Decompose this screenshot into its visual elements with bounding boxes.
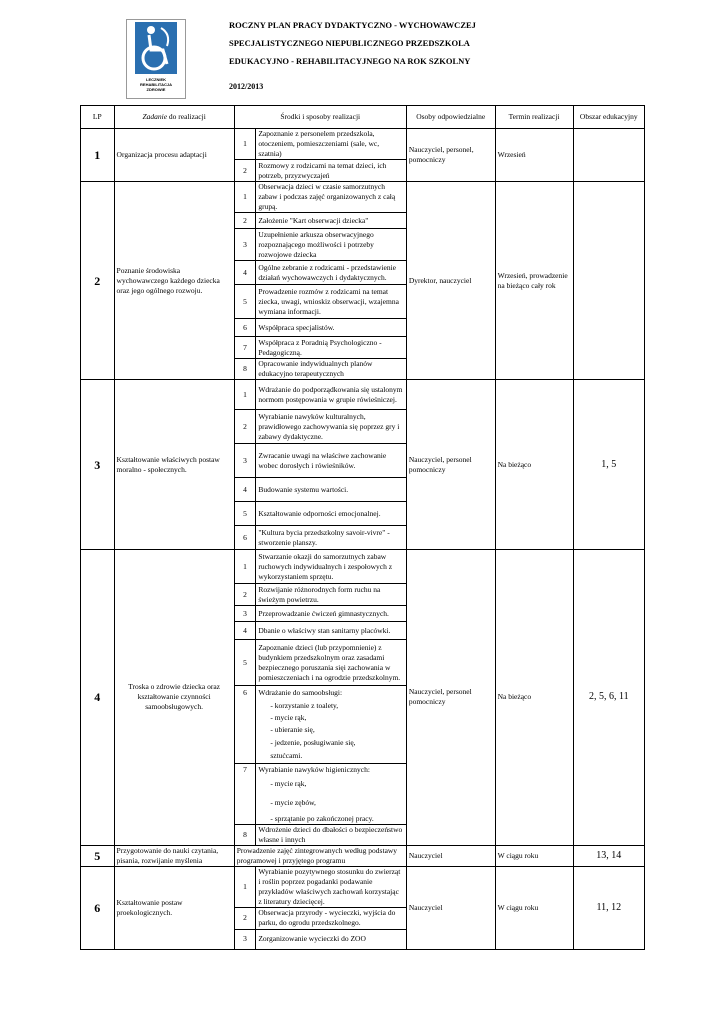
item-text: Współpraca specjalistów. (256, 319, 406, 337)
title-line-3: EDUKACYJNO - REHABILITACYJNEGO NA ROK SZKOLNY (229, 56, 471, 66)
item-number: 2 (234, 410, 256, 444)
title-line-2: SPECJALISTYCZNEGO NIEPUBLICZNEGO PRZEDSZKOLA (229, 38, 470, 48)
logo (126, 19, 186, 99)
row-osoby: Nauczyciel, personel pomocniczy (406, 550, 495, 846)
item-number: 4 (234, 261, 256, 285)
item-number: 4 (234, 478, 256, 502)
row-obszar: 1, 5 (573, 380, 644, 550)
item-text: Zorganizowanie wycieczki do ZOO (256, 929, 406, 949)
row-osoby: Nauczyciel, personel pomocniczy (406, 380, 495, 550)
table-row (81, 550, 645, 584)
item-text: Ogólne zebranie z rodzicami - przedstawienie działań wychowawczych i dydaktycznych. (256, 261, 406, 285)
table-row (81, 845, 645, 866)
item-text: - korzystanie z toalety, (256, 700, 406, 712)
item-text: Założenie "Kart obserwacji dziecka" (256, 213, 406, 229)
table-header-row (81, 106, 645, 129)
col-osoby: Osoby odpowiedzialne (406, 106, 495, 129)
item-text: "Kultura bycia przedszkolny savoir-vivre" - stworzenie planszy. (256, 526, 406, 550)
item-number: 6 (234, 319, 256, 337)
item-number: 1 (234, 129, 256, 160)
item-text: Wyrabianie nawyków kulturalnych, prawidłowego zachowywania się poprzez gry i zabawy dydaktyczne. (256, 410, 406, 444)
item-number (234, 700, 256, 712)
plan-table (80, 105, 645, 950)
col-termin: Termin realizacji (495, 106, 573, 129)
item-text: Prowadzenie rozmów z rodzicami na temat ziecka, uwagi, wnioskiz obserwacji, wzajemna wymiana informacji. (256, 285, 406, 319)
logo-text: LECZNIEK REHABILITACJA ZDROWIE (140, 77, 172, 92)
row-termin: Na bieżąco (495, 550, 573, 846)
item-text: Dbanie o właściwy stan sanitarny placówki. (256, 622, 406, 640)
item-number: 8 (234, 824, 256, 845)
row-osoby: Nauczyciel, personel, pomocniczy (406, 129, 495, 182)
item-number: 5 (234, 640, 256, 686)
item-number: 2 (234, 907, 256, 929)
row-termin: Wrzesień, prowadzenie na bieżąco cały rok (495, 182, 573, 380)
item-number (234, 792, 256, 814)
row-obszar: 13, 14 (573, 845, 644, 866)
item-text: Wdrożenie dzieci do dbałości o bezpieczeństwo własne i innych (256, 824, 406, 845)
item-text: sztućcami. (256, 750, 406, 764)
item-text: - sprzątanie po zakończonej pracy. (256, 814, 406, 825)
item-text: Rozwijanie różnorodnych form ruchu na świeżym powietrzu. (256, 584, 406, 606)
item-text: Obserwacja przyrody - wycieczki, wyjścia do parku, do ogrodu przedszkolnego. (256, 907, 406, 929)
item-number (234, 776, 256, 792)
item-number: 7 (234, 337, 256, 359)
item-text: Opracowanie indywidualnych planów edukacyjno terapeutycznych (256, 359, 406, 380)
wheelchair-logo-icon (127, 20, 185, 76)
item-text: Uzupełnienie arkusza obserwacyjnego rozpoznającego możliwości i potrzeby rozwojowe dziecka (256, 229, 406, 261)
item-number (234, 750, 256, 764)
item-text: Wdrażanie do podporządkowania się ustalonym normom postępowania w grupie rówieśniczej. (256, 380, 406, 410)
item-text: Przeprowadzanie ćwiczeń gimnastycznych. (256, 606, 406, 622)
row-srodki: Prowadzenie zajęć zintegrowanych według podstawy programowej i przyjętego programu (234, 845, 406, 866)
table-row (81, 380, 645, 410)
row-termin: Na bieżąco (495, 380, 573, 550)
item-number: 1 (234, 182, 256, 213)
row-osoby: Nauczyciel (406, 845, 495, 866)
row-termin: W ciągu roku (495, 866, 573, 949)
col-srodki: Środki i sposoby realizacji (234, 106, 406, 129)
col-obszar: Obszar edukacyjny (573, 106, 644, 129)
item-number: 1 (234, 550, 256, 584)
item-number: 3 (234, 229, 256, 261)
row-zadanie: Poznanie środowiska wychowawczego każdego dziecka oraz jego ogólnego rozwoju. (114, 182, 234, 380)
item-number: 3 (234, 444, 256, 478)
item-text: Rozmowy z rodzicami na temat dzieci, ich potrzeb, przyzwyczajeń (256, 160, 406, 182)
item-text: Wyrabianie nawyków higienicznych: (256, 764, 406, 776)
item-number: 2 (234, 584, 256, 606)
item-number (234, 724, 256, 736)
row-obszar: 11, 12 (573, 866, 644, 949)
item-text: Zwracanie uwagi na właściwe zachowanie wobec dorosłych i rówieśników. (256, 444, 406, 478)
row-lp: 5 (81, 845, 115, 866)
item-number: 3 (234, 606, 256, 622)
item-text: Wdrażanie do samoobsługi: (256, 686, 406, 700)
item-text: Kształtowanie odporności emocjonalnej. (256, 502, 406, 526)
item-number: 8 (234, 359, 256, 380)
item-number (234, 712, 256, 724)
item-text: Wyrabianie pozytywnego stosunku do zwierząt i roślin poprzez pogadanki podawanie przykładów właściwych zachowań korzystając z literatury dziecięcej. (256, 866, 406, 907)
col-zadanie: Zadanie do realizacji (114, 106, 234, 129)
item-text: Zapoznanie z personelem przedszkola, otoczeniem, pomieszczeniami (sale, wc, szatnia) (256, 129, 406, 160)
item-number (234, 814, 256, 825)
row-zadanie: Kształtowanie właściwych postaw moralno - społecznych. (114, 380, 234, 550)
item-text: Stwarzanie okazji do samorzutnych zabaw ruchowych indywidualnych i zespołowych z wykorzystaniem sprzętu. (256, 550, 406, 584)
item-number: 7 (234, 764, 256, 776)
item-number: 1 (234, 866, 256, 907)
title-line-1: ROCZNY PLAN PRACY DYDAKTYCZNO - WYCHOWAWCZEJ (229, 20, 476, 30)
item-text: Współpraca z Poradnią Psychologiczno - Pedagogiczną. (256, 337, 406, 359)
item-number: 6 (234, 526, 256, 550)
item-number: 5 (234, 285, 256, 319)
item-text: - mycie zębów, (256, 792, 406, 814)
row-zadanie: Kształtowanie postaw proekologicznych. (114, 866, 234, 949)
row-obszar (573, 182, 644, 380)
item-text: Budowanie systemu wartości. (256, 478, 406, 502)
table-row (81, 182, 645, 213)
col-lp: LP (81, 106, 115, 129)
item-text: - ubieranie się, (256, 724, 406, 736)
row-obszar (573, 129, 644, 182)
row-obszar: 2, 5, 6, 11 (573, 550, 644, 846)
item-number: 2 (234, 213, 256, 229)
school-year: 2012/2013 (229, 82, 264, 91)
row-lp: 6 (81, 866, 115, 949)
row-lp: 4 (81, 550, 115, 846)
row-lp: 2 (81, 182, 115, 380)
table-row (81, 866, 645, 907)
item-number: 2 (234, 160, 256, 182)
row-zadanie: Organizacja procesu adaptacji (114, 129, 234, 182)
row-zadanie: Troska o zdrowie dziecka oraz kształtowanie czynności samoobsługowych. (114, 550, 234, 846)
item-number: 5 (234, 502, 256, 526)
item-text: - mycie rąk, (256, 712, 406, 724)
row-lp: 3 (81, 380, 115, 550)
row-osoby: Dyrektor, nauczyciel (406, 182, 495, 380)
item-number: 6 (234, 686, 256, 700)
row-lp: 1 (81, 129, 115, 182)
row-osoby: Nauczyciel (406, 866, 495, 949)
item-number (234, 736, 256, 750)
table-row (81, 129, 645, 160)
row-termin: W ciągu roku (495, 845, 573, 866)
item-number: 3 (234, 929, 256, 949)
item-text: Zapoznanie dzieci (lub przypomnienie) z budynkiem przedszkolnym oraz zasadami bezpiecznego poruszania sięi zachowania w pomieszczeniach i na ogrodzie przedszkolnym. (256, 640, 406, 686)
row-termin: Wrzesień (495, 129, 573, 182)
item-text: - jedzenie, posługiwanie się, (256, 736, 406, 750)
document-title (229, 16, 476, 70)
item-number: 1 (234, 380, 256, 410)
row-zadanie: Przygotowanie do nauki czytania, pisania, rozwijanie myślenia (114, 845, 234, 866)
item-text: Obserwacja dzieci w czasie samorzutnych zabaw i podczas zajęć organizowanych z całą grupą. (256, 182, 406, 213)
item-number: 4 (234, 622, 256, 640)
item-text: - mycie rąk, (256, 776, 406, 792)
